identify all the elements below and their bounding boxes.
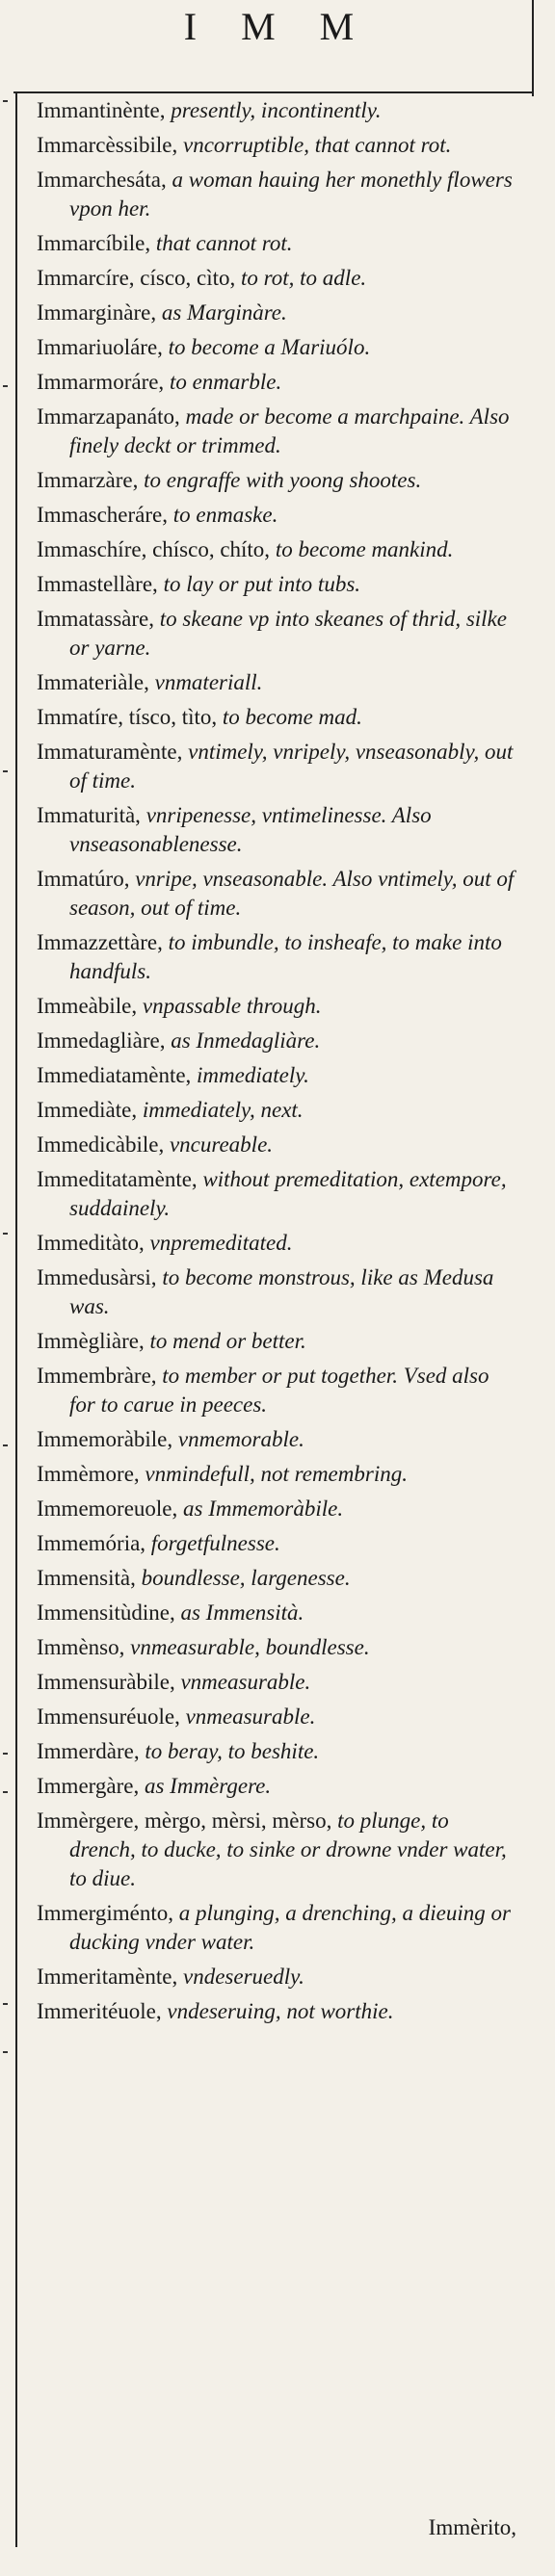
- entry-definition: vnripenesse, vntimelinesse. Also vnseasonablenesse.: [69, 803, 432, 856]
- dictionary-entry: [37, 368, 518, 397]
- dictionary-entry: [37, 229, 518, 258]
- entry-headword: Immazzettàre,: [37, 930, 163, 954]
- entry-definition: a woman hauing her monethly flowers vpon her.: [69, 168, 513, 221]
- dictionary-entry: [37, 1668, 518, 1697]
- entry-headword: Immeditatamènte,: [37, 1167, 198, 1191]
- entry-definition: vnmateriall.: [154, 670, 263, 694]
- dictionary-entry: [37, 1963, 518, 1991]
- catchword: Immèrito,: [428, 2515, 516, 2539]
- entry-definition: vndeseruing, not worthie.: [167, 1999, 394, 2023]
- entry-definition: vntimely, vnripely, vnseasonably, out of time.: [69, 740, 514, 793]
- entry-headword: Immantinènte,: [37, 98, 166, 122]
- entry-headword: Immediàte,: [37, 1098, 138, 1122]
- entry-definition: presently, incontinently.: [171, 98, 382, 122]
- dictionary-entry: [37, 1096, 518, 1125]
- entry-definition: to enmaske.: [172, 503, 278, 527]
- entry-definition: to mend or better.: [149, 1329, 306, 1353]
- entry-definition: to imbundle, to insheafe, to make into handfuls.: [69, 930, 502, 983]
- dictionary-entry: [37, 928, 518, 986]
- entry-headword: Immègliàre,: [37, 1329, 145, 1353]
- margin-marks: [0, 96, 13, 2504]
- entry-definition: vnmeasurable, boundlesse.: [130, 1635, 370, 1659]
- entry-definition: a plunging, a drenching, a dieuing or ducking vnder water.: [69, 1901, 511, 1954]
- entry-headword: Immensità,: [37, 1566, 136, 1590]
- entry-definition: to become mankind.: [275, 537, 454, 561]
- entry-definition: immediately.: [197, 1063, 309, 1087]
- dictionary-entry: [37, 1362, 518, 1419]
- dictionary-entry: [37, 1703, 518, 1731]
- entry-headword: Immediatamènte,: [37, 1063, 192, 1087]
- dictionary-entry: [37, 1997, 518, 2026]
- entry-definition: as Inmedagliàre.: [171, 1028, 321, 1053]
- entry-definition: to beray, to beshite.: [145, 1739, 320, 1763]
- dictionary-entry: [37, 1425, 518, 1454]
- dictionary-entry: [37, 1165, 518, 1223]
- entry-definition: vncorruptible, that cannot rot.: [183, 133, 452, 157]
- entry-headword: Immarcèssibile,: [37, 133, 178, 157]
- dictionary-entry: [37, 1229, 518, 1258]
- entry-definition: to rot, to adle.: [241, 266, 367, 290]
- entry-definition: to lay or put into tubs.: [163, 572, 361, 596]
- dictionary-entry: [37, 992, 518, 1021]
- entry-headword: Immarginàre,: [37, 300, 157, 325]
- dictionary-entry: [37, 668, 518, 697]
- dictionary-entry: [37, 535, 518, 564]
- dictionary-entry: [37, 501, 518, 530]
- entry-headword: Immeritéuole,: [37, 1999, 162, 2023]
- entry-headword: Immemória,: [37, 1531, 146, 1555]
- entry-headword: Immariuoláre,: [37, 335, 163, 359]
- entry-headword: Immarchesáta,: [37, 168, 167, 192]
- entry-definition: made or become a marchpaine. Also finely deckt or trimmed.: [69, 404, 510, 457]
- entry-definition: to engraffe with yoong shootes.: [144, 468, 422, 492]
- entry-definition: vnripe, vnseasonable. Also vntimely, out of season, out of time.: [69, 867, 515, 920]
- dictionary-entry: [37, 1599, 518, 1627]
- dictionary-entry: [37, 738, 518, 795]
- dictionary-entry: [37, 333, 518, 362]
- dictionary-entry: [37, 703, 518, 732]
- entry-headword: Immemoràbile,: [37, 1427, 173, 1451]
- dictionary-entry: [37, 1737, 518, 1766]
- entry-headword: Immascheráre,: [37, 503, 169, 527]
- entry-headword: Immeditàto,: [37, 1231, 145, 1255]
- entry-headword: Immensuréuole,: [37, 1704, 180, 1729]
- entry-headword: Immedagliàre,: [37, 1028, 166, 1053]
- entry-definition: as Immensità.: [180, 1600, 304, 1625]
- header-rule: [13, 91, 534, 93]
- entry-headword: Immembràre,: [37, 1364, 157, 1388]
- entry-definition: immediately, next.: [142, 1098, 304, 1122]
- entry-definition: as Marginàre.: [161, 300, 287, 325]
- entry-headword: Immensitùdine,: [37, 1600, 175, 1625]
- dictionary-entry: [37, 570, 518, 599]
- dictionary-entry: [37, 605, 518, 663]
- dictionary-entry: [37, 1807, 518, 1893]
- dictionary-entry: [37, 1263, 518, 1321]
- entry-headword: Immedusàrsi,: [37, 1265, 157, 1289]
- entry-headword: Immeàbile,: [37, 994, 138, 1018]
- entry-definition: boundlesse, largenesse.: [141, 1566, 351, 1590]
- dictionary-entry: [37, 264, 518, 293]
- column-rule: [15, 91, 17, 2547]
- entry-headword: Immastellàre,: [37, 572, 158, 596]
- entry-headword: Immergiménto,: [37, 1901, 174, 1925]
- entry-list: [37, 96, 518, 2032]
- entry-definition: vnmeasurable.: [185, 1704, 316, 1729]
- entry-definition: vndeseruedly.: [183, 1965, 304, 1989]
- entry-definition: to member or put together. Vsed also for to carue in peeces.: [69, 1364, 489, 1417]
- entry-definition: to plunge, to drench, to ducke, to sinke or drowne vnder water, to diue.: [69, 1808, 507, 1890]
- dictionary-entry: [37, 1327, 518, 1356]
- dictionary-entry: [37, 166, 518, 223]
- dictionary-entry: [37, 1564, 518, 1593]
- entry-headword: Immatassàre,: [37, 607, 154, 631]
- entry-definition: vnpremeditated.: [149, 1231, 293, 1255]
- dictionary-entry: [37, 1899, 518, 1957]
- dictionary-entry: [37, 801, 518, 859]
- entry-definition: to enmarble.: [169, 370, 282, 394]
- entry-definition: that cannot rot.: [155, 231, 293, 255]
- entry-headword: Immarmoráre,: [37, 370, 165, 394]
- entry-headword: Immarcíbile,: [37, 231, 151, 255]
- dictionary-entry: [37, 96, 518, 125]
- entry-headword: Immèmore,: [37, 1462, 140, 1486]
- entry-definition: vnmindefull, not remembring.: [145, 1462, 408, 1486]
- dictionary-entry: [37, 1495, 518, 1523]
- entry-definition: to skeane vp into skeanes of thrid, silke or yarne.: [69, 607, 507, 660]
- dictionary-entry: [37, 131, 518, 160]
- entry-definition: to become mad.: [222, 705, 362, 729]
- entry-definition: as Immemoràbile.: [183, 1496, 344, 1521]
- entry-headword: Immedicàbile,: [37, 1132, 165, 1157]
- dictionary-entry: [37, 1061, 518, 1090]
- entry-headword: Immaturamènte,: [37, 740, 183, 764]
- entry-headword: Immarzàre,: [37, 468, 139, 492]
- entry-definition: vnpassable through.: [142, 994, 322, 1018]
- entry-definition: vnmeasurable.: [180, 1670, 311, 1694]
- entry-definition: vnmemorable.: [177, 1427, 304, 1451]
- entry-definition: to become a Mariuólo.: [168, 335, 371, 359]
- entry-headword: Immateriàle,: [37, 670, 149, 694]
- entry-headword: Immensuràbile,: [37, 1670, 175, 1694]
- entry-headword: Immènso,: [37, 1635, 125, 1659]
- entry-definition: without premeditation, extempore, suddainely.: [69, 1167, 507, 1220]
- entry-definition: as Immèrgere.: [144, 1774, 272, 1798]
- dictionary-entry: [37, 403, 518, 460]
- entry-headword: Immemoreuole,: [37, 1496, 178, 1521]
- entry-headword: Immaturità,: [37, 803, 141, 827]
- entry-headword: Immarzapanáto,: [37, 404, 180, 429]
- entry-headword: Immatíre, tísco, tìto,: [37, 705, 218, 729]
- entry-definition: forgetfulnesse.: [150, 1531, 280, 1555]
- dictionary-entry: [37, 1460, 518, 1489]
- dictionary-entry: [37, 466, 518, 495]
- entry-headword: Immarcíre, císco, cìto,: [37, 266, 236, 290]
- dictionary-entry: [37, 1633, 518, 1662]
- entry-headword: Immeritamènte,: [37, 1965, 178, 1989]
- page-header: I M M: [183, 5, 372, 48]
- dictionary-entry: [37, 1772, 518, 1801]
- entry-headword: Immaschíre, chísco, chíto,: [37, 537, 271, 561]
- entry-definition: vncureable.: [169, 1132, 274, 1157]
- entry-headword: Immerdàre,: [37, 1739, 140, 1763]
- entry-definition: to become monstrous, like as Medusa was.: [69, 1265, 494, 1318]
- dictionary-entry: [37, 1529, 518, 1558]
- dictionary-entry: [37, 1027, 518, 1055]
- entry-headword: Immergàre,: [37, 1774, 140, 1798]
- dictionary-entry: [37, 1131, 518, 1159]
- entry-headword: Immèrgere, mèrgo, mèrsi, mèrso,: [37, 1808, 332, 1833]
- header-right-rule: [532, 0, 534, 96]
- entry-headword: Immatúro,: [37, 867, 130, 891]
- dictionary-entry: [37, 865, 518, 923]
- dictionary-entry: [37, 299, 518, 327]
